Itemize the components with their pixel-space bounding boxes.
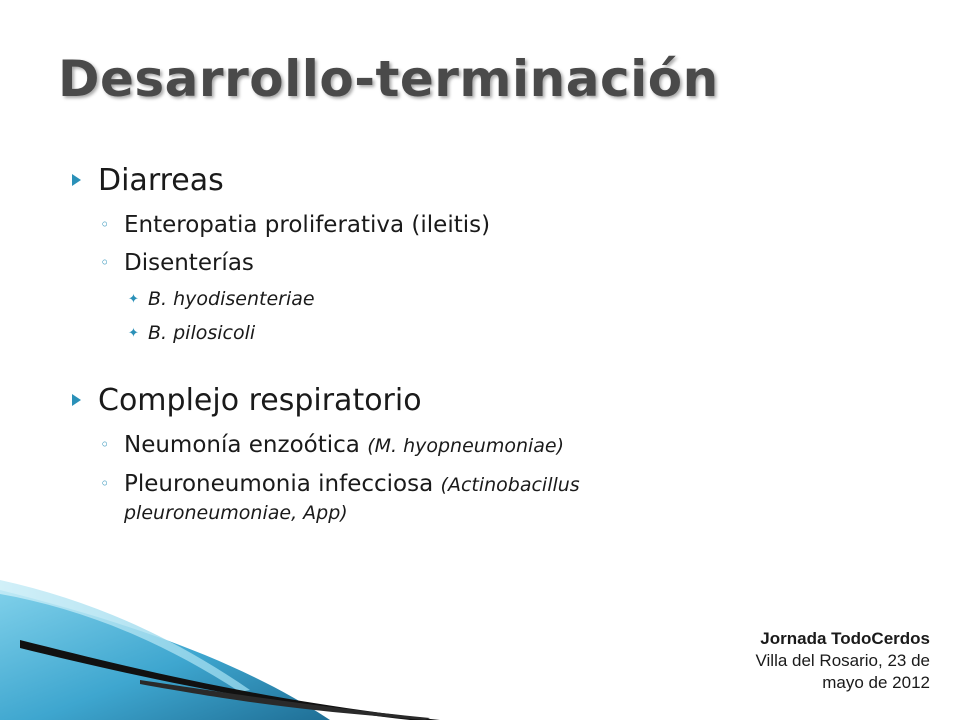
slide-content — [72, 160, 772, 526]
subbullet-note: (M. hyopneumoniae) — [367, 435, 565, 457]
subbullet-text: Enteropatia proliferativa (ileitis) — [124, 212, 491, 238]
ring-bullet-icon: ◦ — [100, 474, 110, 493]
ring-bullet-icon: ◦ — [100, 215, 110, 234]
bullet-diarreas — [72, 160, 772, 202]
subsubbullet-hyodisenteriae — [72, 286, 772, 312]
subbullet-disenterias — [72, 248, 772, 278]
footer-date: mayo de 2012 — [822, 673, 930, 692]
triangle-right-icon — [72, 174, 81, 186]
section-gap — [72, 346, 772, 380]
subsubbullet-text: B. pilosicoli — [148, 322, 256, 344]
star-bullet-icon: ✦ — [128, 326, 139, 341]
star-bullet-icon: ✦ — [128, 292, 139, 307]
subbullet-text: Pleuroneumonia infecciosa — [124, 471, 434, 497]
subbullet-pleuroneumonia — [72, 469, 772, 526]
subbullet-enteropatia — [72, 210, 772, 240]
footer-event: Jornada TodoCerdos — [760, 629, 930, 648]
bullet-text: Complejo respiratorio — [98, 383, 422, 418]
footer-location: Villa del Rosario, 23 de — [755, 651, 930, 670]
bullet-complejo-respiratorio — [72, 380, 772, 422]
ring-bullet-icon: ◦ — [100, 435, 110, 454]
subsubbullet-pilosicoli — [72, 320, 772, 346]
footer — [690, 628, 930, 694]
subbullet-text: Disenterías — [124, 250, 254, 276]
subbullet-note: (Actinobacillus — [440, 474, 580, 496]
subbullet-neumonia — [72, 430, 772, 461]
triangle-right-icon — [72, 394, 81, 406]
slide-title: Desarrollo-terminación — [58, 50, 719, 108]
subbullet-note-continuation: pleuroneumoniae, App) — [124, 502, 348, 524]
subsubbullet-text: B. hyodisenteriae — [148, 288, 315, 310]
ring-bullet-icon: ◦ — [100, 253, 110, 272]
subbullet-text: Neumonía enzoótica — [124, 432, 360, 458]
bullet-text: Diarreas — [98, 163, 224, 198]
